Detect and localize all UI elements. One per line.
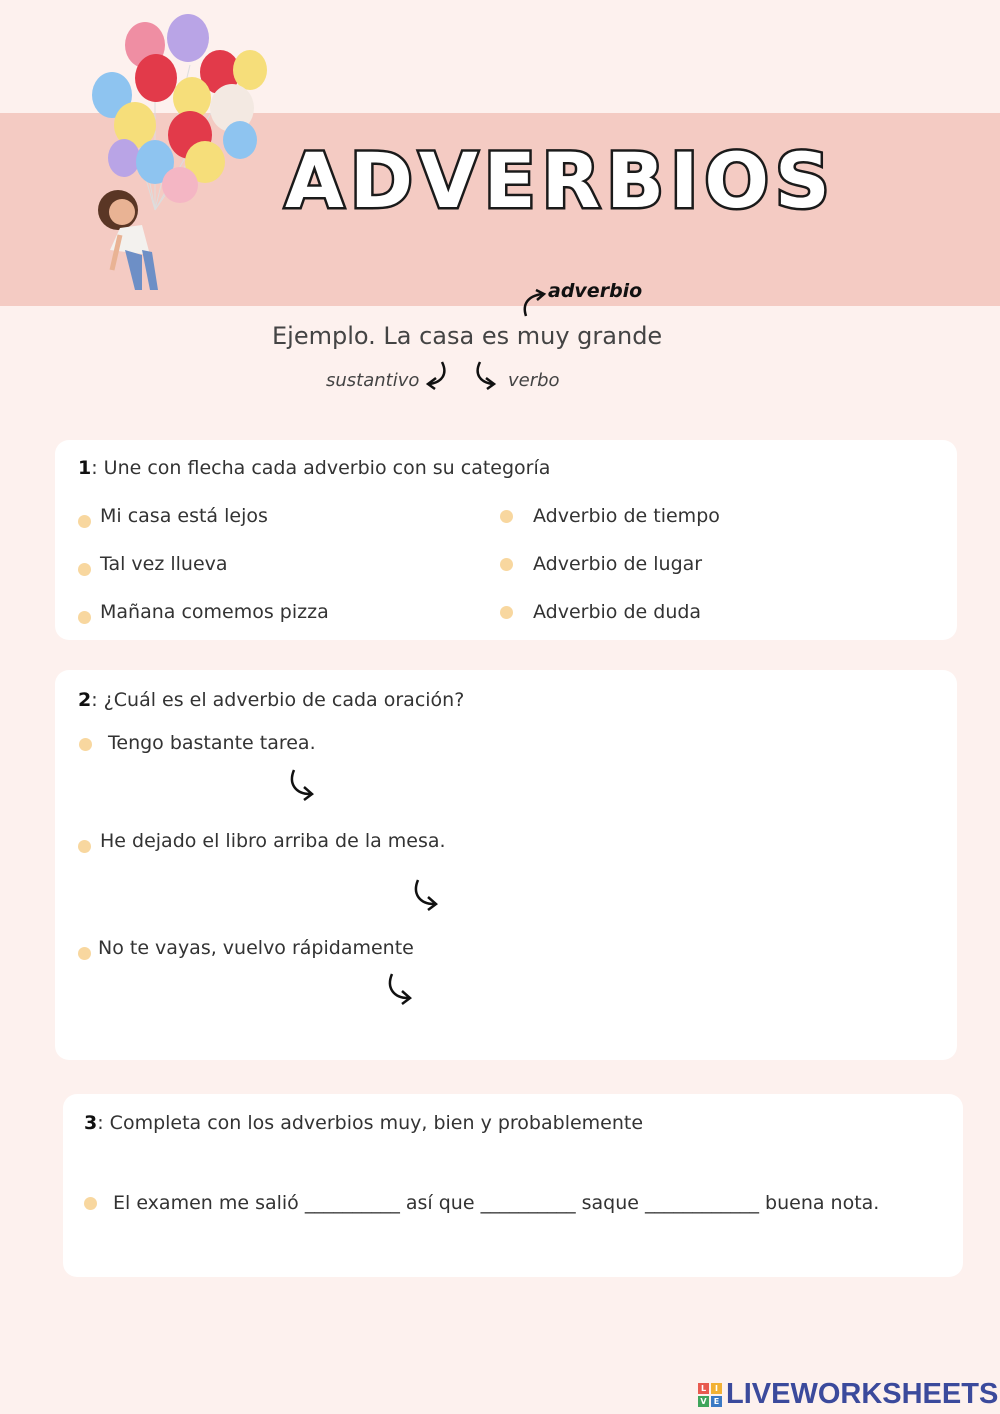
bullet-dot [78,563,91,576]
list-item: Tal vez llueva [100,553,228,575]
section-2-instruction [78,689,464,711]
section-3-instruction [84,1112,643,1134]
section-number: 3 [84,1112,98,1134]
instruction-text: : ¿Cuál es el adverbio de cada oración? [91,689,465,711]
sentence-item: He dejado el libro arriba de la mesa. [100,830,446,852]
sustantivo-label: sustantivo [326,370,420,391]
sentence-item: Tengo bastante tarea. [108,732,316,754]
section-number: 2 [78,689,92,711]
curved-arrow-icon [286,768,316,802]
list-item: Adverbio de duda [533,601,702,623]
fill-in-sentence: El examen me salió __________ así que __________ saque ____________ buena nota. [113,1192,880,1214]
bullet-dot [79,738,92,751]
section-number: 1 [78,457,92,479]
page-title: ADVERBIOS [285,136,836,225]
instruction-text: : Une con flecha cada adverbio con su categoría [91,457,551,479]
bullet-dot[interactable] [500,558,513,571]
bullet-dot [84,1197,97,1210]
example-sentence: Ejemplo. La casa es muy grande [272,322,663,350]
verbo-label: verbo [508,370,560,391]
bullet-dot [78,840,91,853]
list-item: Mi casa está lejos [100,505,268,527]
section-2-card [55,670,957,1060]
liveworksheets-logo [698,1378,998,1411]
sentence-item: No te vayas, vuelvo rápidamente [98,937,414,959]
bullet-dot [78,947,91,960]
curved-arrow-icon [424,360,450,390]
logo-squares-icon: L I V E [698,1383,722,1407]
logo-text: LIVEWORKSHEETS [726,1378,999,1410]
list-item: Adverbio de lugar [533,553,703,575]
list-item: Adverbio de tiempo [533,505,720,527]
curved-arrow-icon [384,972,414,1006]
bullet-dot [78,515,91,528]
section-1-instruction [78,457,550,479]
bullet-dot[interactable] [500,606,513,619]
curved-arrow-icon [410,878,440,912]
list-item: Mañana comemos pizza [100,601,329,623]
adverbio-label: adverbio [548,280,643,302]
curved-arrow-icon [520,288,548,318]
curved-arrow-icon [472,360,498,390]
bullet-dot [78,611,91,624]
instruction-text: : Completa con los adverbios muy, bien y probablemente [97,1112,644,1134]
balloons-avatar-illustration [80,10,280,300]
bullet-dot[interactable] [500,510,513,523]
